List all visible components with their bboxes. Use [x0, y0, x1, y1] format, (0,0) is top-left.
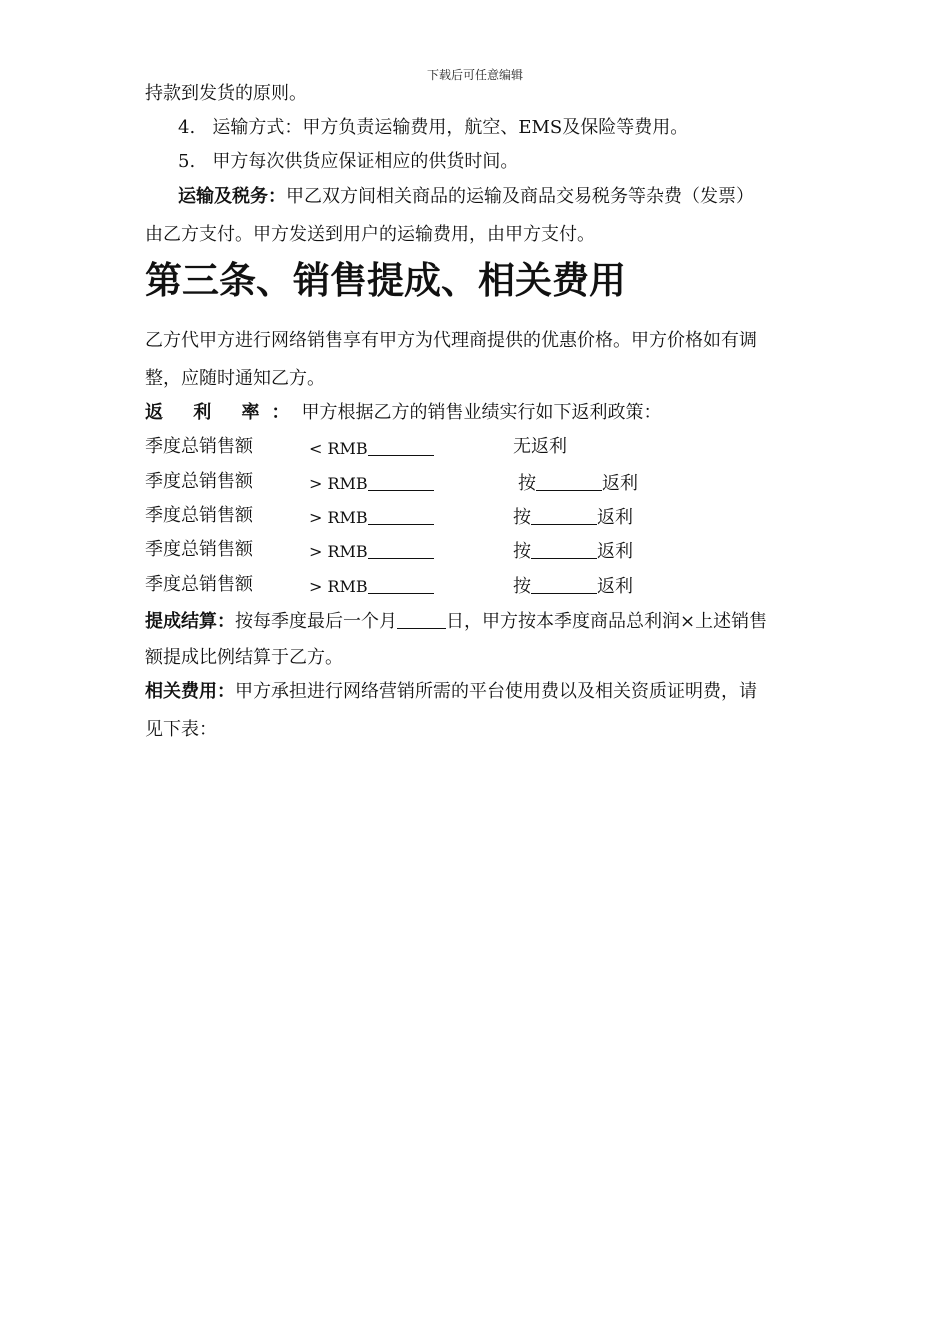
- tier-label: 季度总销售额: [145, 436, 253, 457]
- section-intro-line-1: 乙方代甲方进行网络销售享有甲方为代理商提供的优惠价格。甲方价格如有调: [145, 330, 757, 351]
- tier-amount-blank: [368, 473, 434, 491]
- tier-label: 季度总销售额: [145, 471, 253, 492]
- rebate-paragraph: [145, 404, 662, 422]
- fees-text: 甲方承担进行网络营销所需的平台使用费以及相关资质证明费，请: [235, 681, 757, 702]
- transport-tax-label: 运输及税务：: [178, 186, 286, 207]
- list-item-5: [178, 153, 518, 171]
- tier-condition: [309, 438, 434, 457]
- tier-condition: [309, 541, 434, 560]
- list-item-4-text: 运输方式：甲方负责运输费用，航空、EMS及保险等费用。: [212, 117, 689, 138]
- paragraph-payment-principle: 持款到发货的原则。: [145, 83, 307, 104]
- list-item-5-number: 5.: [178, 151, 196, 172]
- rebate-text: 甲方根据乙方的销售业绩实行如下返利政策：: [301, 402, 662, 423]
- tier-result: [513, 541, 633, 561]
- rebate-tier-row: [145, 507, 845, 527]
- tier-rate-blank: [536, 473, 602, 491]
- tier-result-suffix: 返利: [602, 473, 638, 494]
- tier-operator: >: [309, 542, 323, 561]
- tier-amount-blank: [368, 438, 434, 456]
- rebate-tier-row: [145, 576, 845, 596]
- tier-condition: [309, 576, 434, 595]
- rebate-tier-row: [145, 541, 845, 561]
- section-intro-line-2: 整，应随时通知乙方。: [145, 368, 325, 389]
- tier-rate-blank: [531, 576, 597, 594]
- section-title: 第三条、销售提成、相关费用: [145, 259, 626, 302]
- paragraph-transport-tax-cont: 由乙方支付。甲方发送到用户的运输费用，由甲方支付。: [145, 224, 595, 245]
- transport-tax-text: 甲乙双方间相关商品的运输及商品交易税务等杂费（发票）: [286, 186, 754, 207]
- tier-currency: RMB: [327, 577, 368, 596]
- tier-amount-blank: [368, 507, 434, 525]
- tier-amount-blank: [368, 576, 434, 594]
- tier-currency: RMB: [327, 542, 368, 561]
- page-header: 下载后可任意编辑: [426, 68, 523, 82]
- settlement-text-b: 日，甲方按本季度商品总利润×上述销售: [446, 611, 768, 632]
- fees-paragraph-cont: 见下表：: [145, 719, 217, 740]
- list-item-5-text: 甲方每次供货应保证相应的供货时间。: [212, 151, 519, 172]
- tier-result-prefix: 按: [513, 507, 531, 528]
- tier-condition: [309, 507, 434, 526]
- tier-operator: >: [309, 508, 323, 527]
- settlement-text-a: 按每季度最后一个月: [235, 611, 397, 632]
- tier-operator: >: [309, 577, 323, 596]
- tier-result-suffix: 返利: [597, 576, 633, 597]
- tier-rate-blank: [531, 507, 597, 525]
- settlement-day-blank: [397, 611, 446, 629]
- tier-result-prefix: 按: [513, 541, 531, 562]
- rebate-tier-row: [145, 473, 845, 493]
- settlement-paragraph-cont: 额提成比例结算于乙方。: [145, 647, 343, 668]
- tier-amount-blank: [368, 541, 434, 559]
- settlement-paragraph: [145, 611, 767, 631]
- tier-result: [518, 473, 638, 493]
- tier-result: 无返利: [513, 436, 567, 457]
- tier-currency: RMB: [327, 508, 368, 527]
- list-item-4: [178, 119, 688, 137]
- settlement-label: 提成结算：: [145, 611, 235, 632]
- tier-result: [513, 507, 633, 527]
- tier-result-prefix: 按: [518, 473, 536, 494]
- tier-label: 季度总销售额: [145, 574, 253, 595]
- tier-condition: [309, 473, 434, 492]
- tier-result-suffix: 返利: [597, 507, 633, 528]
- fees-paragraph: [145, 683, 757, 701]
- fees-label: 相关费用：: [145, 681, 235, 702]
- tier-label: 季度总销售额: [145, 539, 253, 560]
- list-item-4-number: 4.: [178, 117, 196, 138]
- paragraph-transport-tax: [178, 188, 754, 206]
- tier-operator: <: [309, 439, 323, 458]
- tier-rate-blank: [531, 541, 597, 559]
- tier-result: [513, 576, 633, 596]
- tier-result-prefix: 按: [513, 576, 531, 597]
- rebate-tier-row: [145, 438, 845, 458]
- tier-label: 季度总销售额: [145, 505, 253, 526]
- rebate-label: 返 利 率：: [145, 402, 302, 423]
- tier-currency: RMB: [327, 439, 368, 458]
- tier-result-suffix: 返利: [597, 541, 633, 562]
- tier-operator: >: [309, 474, 323, 493]
- tier-currency: RMB: [327, 474, 368, 493]
